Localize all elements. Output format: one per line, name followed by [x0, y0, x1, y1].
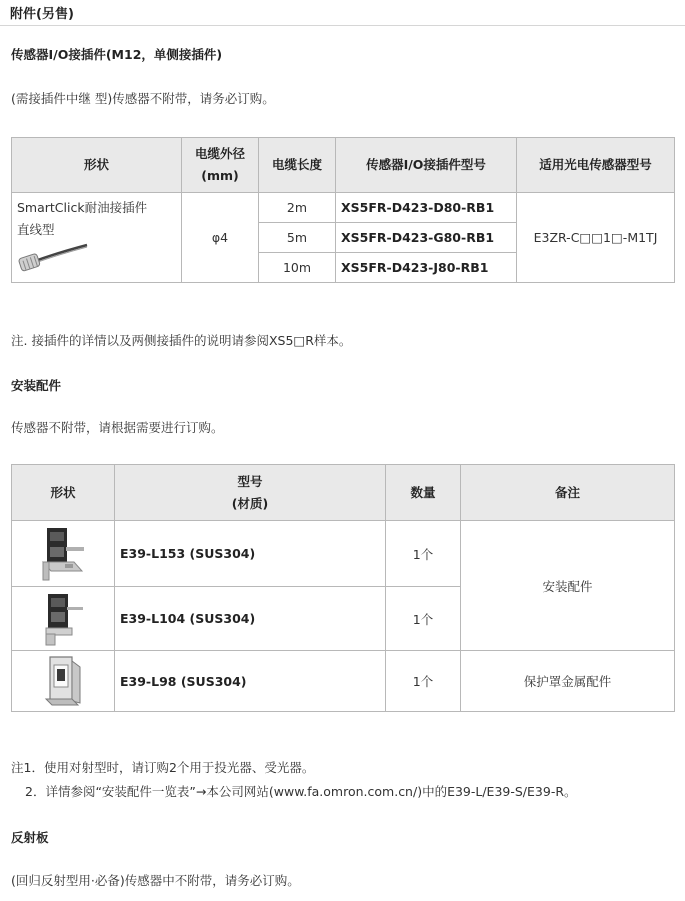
cover-remark-cell: 保护罩金属配件	[461, 651, 675, 712]
header-quantity: 数量	[386, 465, 461, 521]
header-model	[115, 465, 386, 521]
bracket-image-cell	[12, 521, 115, 587]
bracket-remark-cell: 安装配件	[461, 521, 675, 651]
connector-length-cell: 10m	[259, 253, 336, 283]
header-diameter	[182, 138, 259, 193]
page-title: 附件(另售)	[0, 0, 685, 26]
bracket-qty-cell: 1个	[386, 651, 461, 712]
mounting-heading: 安装配件	[11, 378, 62, 393]
mounting-note-2: 2．详情参阅“安装配件一览表”→本公司网站(www.fa.omron.com.cn/)中的E39-L/E39-S/E39-R。	[25, 784, 577, 799]
connector-shape-name: SmartClick耐油接插件	[17, 200, 148, 215]
bracket-qty-cell: 1个	[386, 521, 461, 587]
connector-model-cell: XS5FR-D423-D80-RB1	[336, 193, 517, 223]
header-remark: 备注	[461, 465, 675, 521]
connector-diameter-cell: φ4	[182, 193, 259, 283]
bracket-model-cell: E39-L153 (SUS304)	[115, 521, 386, 587]
mounting-table	[11, 464, 675, 712]
sensor-model-cell: E3ZR-C□□1□-M1TJ	[517, 193, 675, 283]
reflector-heading: 反射板	[11, 830, 49, 845]
header-shape: 形状	[12, 138, 182, 193]
bracket-image-cell	[12, 651, 115, 712]
connector-model-cell: XS5FR-D423-G80-RB1	[336, 223, 517, 253]
header-length: 电缆长度	[259, 138, 336, 193]
connector-table	[11, 137, 675, 283]
header-diameter-label: 电缆外径	[194, 146, 245, 161]
mounting-note-1: 注1．使用对射型时，请订购2个用于投光器、受光器。	[11, 760, 315, 775]
connector-model-cell: XS5FR-D423-J80-RB1	[336, 253, 517, 283]
connector-shape-cell	[12, 193, 182, 283]
header-model-material: (材质)	[231, 495, 269, 511]
bracket-model-cell: E39-L98 (SUS304)	[115, 651, 386, 712]
header-diameter-unit: (mm)	[201, 168, 239, 183]
connector-cable-icon	[17, 241, 89, 273]
mounting-intro: 传感器不附带，请根据需要进行订购。	[11, 420, 224, 435]
bracket-model-cell: E39-L104 (SUS304)	[115, 587, 386, 651]
connector-length-cell: 2m	[259, 193, 336, 223]
connector-intro: (需接插件中继 型)传感器不附带，请务必订购。	[11, 91, 275, 106]
header-sensor-model: 适用光电传感器型号	[517, 138, 675, 193]
connector-note: 注. 接插件的详情以及两侧接插件的说明请参阅XS5□R样本。	[11, 333, 352, 348]
bracket-image-cell	[12, 587, 115, 651]
bracket-l104-icon	[38, 590, 88, 648]
connector-shape-type: 直线型	[17, 222, 55, 237]
bracket-qty-cell: 1个	[386, 587, 461, 651]
connector-heading: 传感器I/O接插件(M12，单侧接插件)	[11, 47, 223, 62]
header-model-label: 型号	[237, 473, 263, 489]
bracket-l153-icon	[38, 525, 88, 583]
connector-length-cell: 5m	[259, 223, 336, 253]
protective-cover-icon	[38, 653, 88, 709]
header-shape: 形状	[12, 465, 115, 521]
header-connector-model: 传感器I/O接插件型号	[336, 138, 517, 193]
reflector-intro: (回归反射型用·必备)传感器中不附带，请务必订购。	[11, 873, 300, 888]
